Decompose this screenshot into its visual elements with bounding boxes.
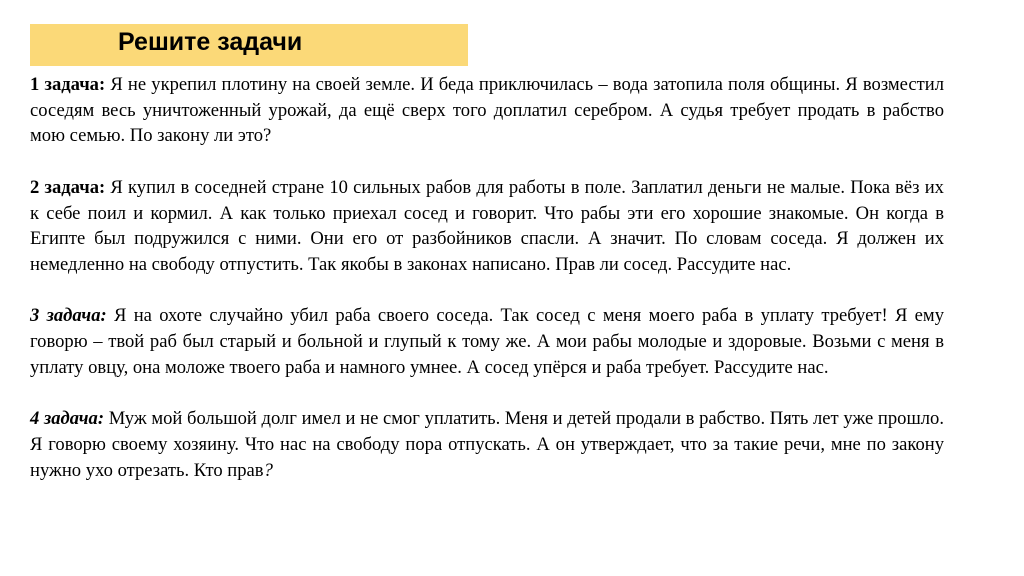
task-text: Я не укрепил плотину на своей земле. И беда приключилась – вода затопила поля общины. Я возместил соседям весь уничтоженный урожай, да ещё сверх того доплатил серебром. А судья требует продать в рабство мою семью. По закону ли это? (30, 74, 944, 147)
task-label: 2 задача: (30, 176, 106, 198)
task-4 (30, 406, 944, 483)
title-banner (30, 24, 468, 66)
task-1 (30, 72, 944, 149)
task-2 (30, 175, 944, 278)
task-label: 4 задача: (30, 408, 105, 430)
tasks-content (30, 72, 944, 509)
task-question-mark: ? (263, 459, 273, 481)
task-3 (30, 303, 944, 380)
task-text: Муж мой большой долг имел и не смог уплатить. Меня и детей продали в рабство. Пять лет уже прошло. Я говорю своему хозяину. Что нас на свободу пора отпускать. А он утверждает, что за такие речи, мне по закону нужно ухо отрезать. Кто прав (30, 408, 944, 481)
task-label: 1 задача: (30, 74, 106, 95)
slide-title: Решите задачи (118, 28, 303, 56)
task-text: Я на охоте случайно убил раба своего соседа. Так сосед с меня моего раба в уплату требует! Я ему говорю – твой раб был старый и больной и глупый к тому же. А мои рабы молодые и здоровые. Возьми с меня в уплату овцу, она моложе твоего раба и намного умнее. А сосед упёрся и раба требует. Рассудите нас. (30, 305, 944, 378)
task-text: Я купил в соседней стране 10 сильных рабов для работы в поле. Заплатил деньги не малые. Пока вёз их к себе поил и кормил. А как только приехал сосед и говорит. Что рабы эти его хорошие знакомые. Он когда в Египте был подружился с ними. Они его от разбойников спасли. А значит. По словам соседа. Я должен их немедленно на свободу отпустить. Так якобы в законах написано. Прав ли сосед. Рассудите нас. (30, 176, 944, 275)
task-label: 3 задача: (30, 305, 107, 327)
